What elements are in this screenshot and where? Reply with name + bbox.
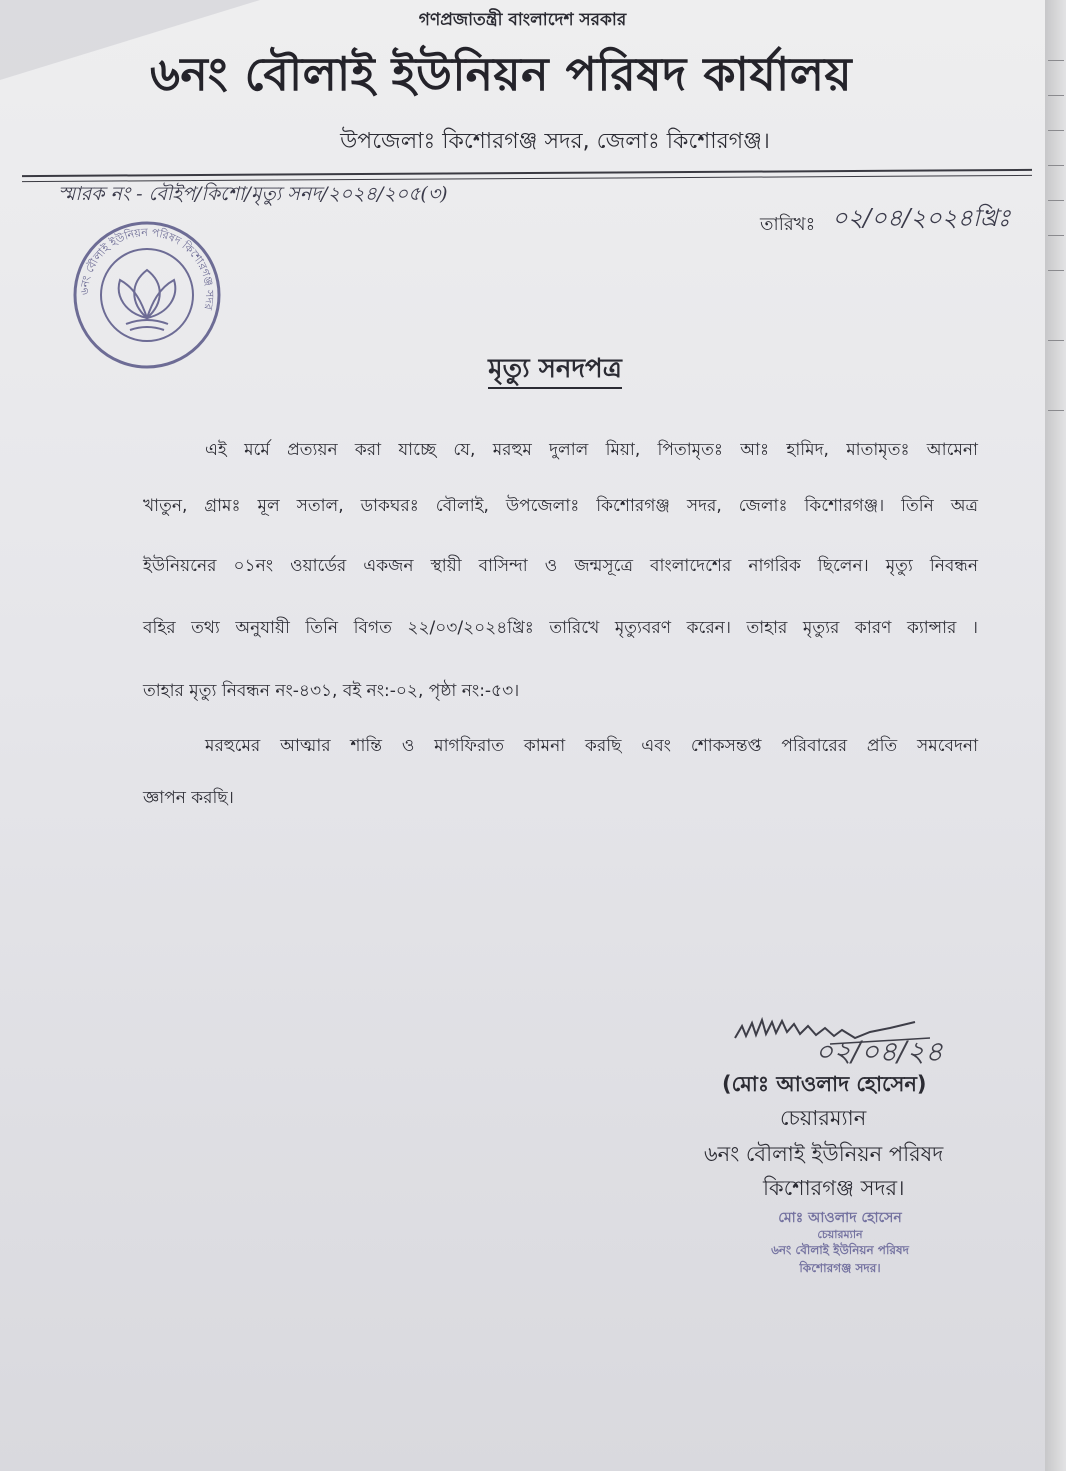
- edge-rule: [1048, 270, 1064, 271]
- signature-date: ০২/০৪/২৪: [815, 1035, 944, 1068]
- stamp-line-2: চেয়ারম্যান: [817, 1228, 863, 1241]
- certificate-title-text: মৃত্যু সনদপত্র: [488, 354, 622, 389]
- edge-rule: [1048, 235, 1064, 236]
- paragraph-1-line-4: বহির তথ্য অনুযায়ী তিনি বিগত ২২/০৩/২০২৪খ্রিঃ তারিখে মৃত্যুবরণ করেন। তাহার মৃত্যুর কারণ ক্যান্সার ।: [143, 618, 978, 638]
- certificate-title: [0, 348, 1066, 392]
- office-title: ৬নং বৌলাই ইউনিয়ন পরিষদ কার্যালয়: [150, 47, 853, 101]
- lotus-icon: [119, 270, 176, 330]
- stamp-line-4: কিশোরগঞ্জ সদর।: [799, 1261, 881, 1275]
- paragraph-2-line-2: জ্ঞাপন করছি।: [143, 788, 234, 808]
- government-heading: গণপ্রজাতন্ত্রী বাংলাদেশ সরকার: [418, 10, 627, 30]
- stamp-line-1: মোঃ আওলাদ হোসেন: [778, 1210, 902, 1226]
- date-label: তারিখঃ: [760, 214, 816, 235]
- edge-rule: [1048, 60, 1064, 61]
- edge-rule: [1048, 340, 1064, 341]
- date-value: ০২/০৪/২০২৪খ্রিঃ: [832, 204, 1011, 232]
- paragraph-1-line-3: ইউনিয়নের ০১নং ওয়ার্ডের একজন স্থায়ী বাসিন্দা ও জন্মসূত্রে বাংলাদেশের নাগরিক ছিলেন। মৃত্যু নিবন্ধন: [143, 556, 978, 576]
- edge-rule: [1048, 95, 1064, 96]
- underlying-page-edge: [1045, 0, 1066, 1471]
- edge-rule: [1048, 200, 1064, 201]
- paragraph-1-line-2: খাতুন, গ্রামঃ মূল সতাল, ডাকঘরঃ বৌলাই, উপজেলাঃ কিশোরগঞ্জ সদর, জেলাঃ কিশোরগঞ্জ। তিনি অত্র: [143, 496, 978, 516]
- memo-reference: স্মারক নং - বৌইপ/কিশো/মৃত্যু সনদ/২০২৪/২০৫(৩): [58, 183, 448, 205]
- signatory-office: ৬নং বৌলাই ইউনিয়ন পরিষদ: [704, 1142, 944, 1166]
- signatory-name: (মোঃ আওলাদ হোসেন): [722, 1072, 927, 1096]
- edge-rule: [1048, 410, 1064, 411]
- paragraph-1-line-5: তাহার মৃত্যু নিবন্ধন নং-৪৩১, বই নং:-০২, পৃষ্ঠা নং:-৫৩।: [143, 681, 520, 701]
- signatory-designation: চেয়ারম্যান: [780, 1106, 867, 1130]
- seal-text: ৬নং বৌলাই ইউনিয়ন পরিষদ কিশোরগঞ্জ সদর: [77, 225, 217, 311]
- office-address: উপজেলাঃ কিশোরগঞ্জ সদর, জেলাঃ কিশোরগঞ্জ।: [340, 129, 770, 154]
- edge-rule: [1048, 165, 1064, 166]
- edge-rule: [1048, 130, 1064, 131]
- stamp-line-3: ৬নং বৌলাই ইউনিয়ন পরিষদ: [771, 1243, 909, 1257]
- signatory-location: কিশোরগঞ্জ সদর।: [763, 1176, 905, 1200]
- paragraph-2-line-1: মরহুমের আত্মার শান্তি ও মাগফিরাত কামনা করছি এবং শোকসন্তপ্ত পরিবারের প্রতি সমবেদনা: [205, 736, 978, 756]
- paragraph-1-line-1: এই মর্মে প্রত্যয়ন করা যাচ্ছে যে, মরহুম দুলাল মিয়া, পিতামৃতঃ আঃ হামিদ, মাতামৃতঃ আমেনা: [205, 440, 978, 460]
